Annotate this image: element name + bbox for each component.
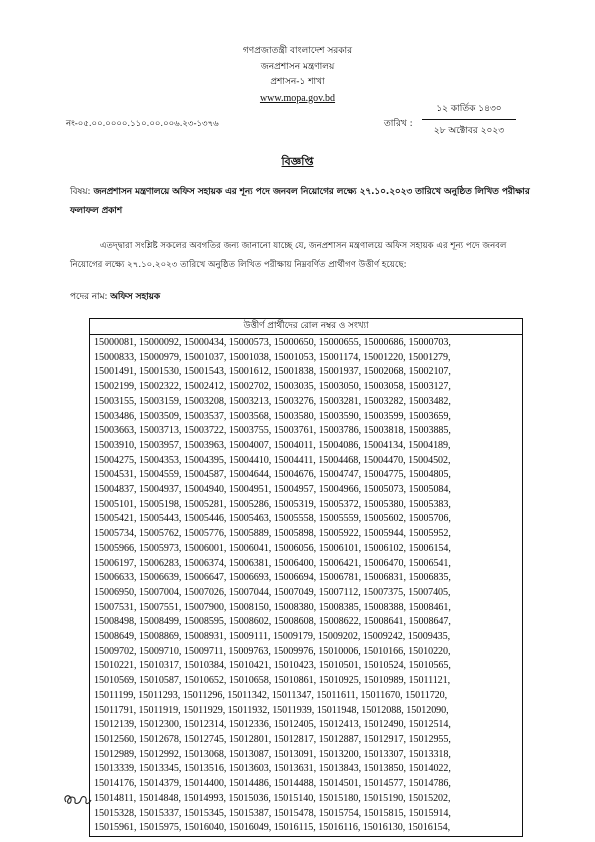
table-row: 15006950, 15007004, 15007026, 15007044, 15007049, 15007112, 15007375, 15007405,: [94, 586, 451, 598]
post-label: পদের নাম:: [70, 292, 108, 302]
table-row: 15005966, 15005973, 15006001, 15006041, 15006056, 15006101, 15006102, 15006154,: [94, 542, 451, 554]
table-row: 15004275, 15004353, 15004395, 15004410, 15004411, 15004468, 15004470, 15004502,: [94, 454, 451, 466]
table-row: 15003663, 15003713, 15003722, 15003755, 15003761, 15003786, 15003818, 15003885,: [94, 425, 451, 437]
table-row: 15008498, 15008499, 15008595, 15008602, 15008608, 15008622, 15008641, 15008647,: [94, 616, 451, 628]
notice-heading: [0, 150, 595, 172]
table-row: 15004837, 15004937, 15004940, 15004951, 15004957, 15004966, 15005073, 15005084,: [94, 484, 451, 496]
subject-text: জনপ্রশাসন মন্ত্রণালয়ে অফিস সহায়ক এর শূন্য পদে জনবল নিয়োগের লক্ষ্যে ২৭.১০.২০২৩ তারিখে অনুষ্ঠিত লিখিত পরীক্ষার ফলাফল প্রকাশ: [70, 187, 530, 216]
table-row: 15011791, 15011919, 15011929, 15011932, 15011939, 15011948, 15012088, 15012090,: [94, 704, 449, 716]
date-bangla: ১২ কার্তিক ১৪৩০: [422, 101, 516, 120]
table-row: 15004531, 15004559, 15004587, 15004644, 15004676, 15004747, 15004775, 15004805,: [94, 469, 451, 481]
branch-name: প্রশাসন-১ শাখা: [270, 77, 325, 87]
body-paragraph: এতদ্দ্বারা সংশ্লিষ্ট সকলের অবগতির জন্য জানানো যাচ্ছে যে, জনপ্রশাসন মন্ত্রণালয়ে অফিস সহায়ক এর শূন্য পদে জনবল নিয়োগের লক্ষ্যে ২৭.১০.২০২৩ তারিখে অনুষ্ঠিত লিখিত পরীক্ষায় নিম্নবর্ণিত প্রার্থীগণ উত্তীর্ণ হয়েছে:: [70, 241, 507, 270]
table-row: 15007531, 15007551, 15007900, 15008150, 15008380, 15008385, 15008388, 15008461,: [94, 601, 451, 613]
government-name: গণপ্রজাতন্ত্রী বাংলাদেশ সরকার: [242, 46, 353, 56]
notice-title: বিজ্ঞপ্তি: [281, 155, 314, 168]
subject-block: [70, 183, 530, 221]
table-row: 15014811, 15014848, 15014993, 15015036, 15015140, 15015180, 15015190, 15015202,: [94, 792, 451, 804]
date-block: [422, 101, 516, 138]
signature: [60, 790, 94, 814]
table-row: 15006197, 15006283, 15006374, 15006381, 15006400, 15006421, 15006470, 15006541,: [94, 557, 451, 569]
table-row: 15012989, 15012992, 15013068, 15013087, 15013091, 15013200, 15013307, 15013318,: [94, 748, 451, 760]
table-row: 15005101, 15005198, 15005281, 15005286, 15005319, 15005372, 15005380, 15005383,: [94, 498, 451, 510]
table-row: 15015961, 15015975, 15016040, 15016049, 15016115, 15016116, 15016130, 15016154,: [94, 822, 451, 834]
table-row: 15010569, 15010587, 15010652, 15010658, 15010861, 15010925, 15010989, 15011121,: [94, 675, 451, 687]
table-row: 15002199, 15002322, 15002412, 15002702, 15003035, 15003050, 15003058, 15003127,: [94, 381, 451, 393]
table-body: [90, 335, 522, 836]
post-name: অফিস সহায়ক: [110, 292, 160, 302]
results-table: [89, 318, 523, 837]
table-row: 15003486, 15003509, 15003537, 15003568, 15003580, 15003590, 15003599, 15003659,: [94, 410, 451, 422]
date-english: ২৮ অক্টোবর ২০২৩: [433, 126, 505, 136]
table-row: 15003155, 15003159, 15003208, 15003213, 15003276, 15003281, 15003282, 15003482,: [94, 395, 451, 407]
table-row: 15003910, 15003957, 15003963, 15004007, 15004011, 15004086, 15004134, 15004189,: [94, 439, 451, 451]
table-row: 15000081, 15000092, 15000434, 15000573, 15000650, 15000655, 15000686, 15000703,: [94, 337, 451, 348]
table-header: উত্তীর্ণ প্রার্থীদের রোল নম্বর ও সংখ্যা: [90, 319, 522, 335]
subject-label: বিষয়:: [70, 187, 91, 197]
table-row: 15014176, 15014379, 15014400, 15014486, 15014488, 15014501, 15014577, 15014786,: [94, 778, 451, 790]
table-row: 15000833, 15000979, 15001037, 15001038, 15001053, 15001174, 15001220, 15001279,: [94, 351, 451, 363]
table-row: 15006633, 15006639, 15006647, 15006693, 15006694, 15006781, 15006831, 15006835,: [94, 572, 451, 584]
website-link[interactable]: www.mopa.gov.bd: [259, 92, 336, 104]
post-line: [70, 289, 160, 304]
table-row: 15008649, 15008869, 15008931, 15009111, 15009179, 15009202, 15009242, 15009435,: [94, 631, 451, 643]
table-row: 15012560, 15012678, 15012745, 15012801, 15012817, 15012887, 15012917, 15012955,: [94, 733, 451, 745]
memo-number: নং-০৫.০০.০০০০.১১০.০০.০০৬.২৩-১৩৭৬: [66, 119, 219, 129]
date-label: তারিখ :: [384, 119, 413, 129]
table-row: 15010221, 15010317, 15010384, 15010421, 15010423, 15010501, 15010524, 15010565,: [94, 660, 451, 672]
table-row: 15005421, 15005443, 15005446, 15005463, 15005558, 15005559, 15005602, 15005706,: [94, 513, 451, 525]
letterhead: [0, 44, 595, 106]
table-row: 15011199, 15011293, 15011296, 15011342, 15011347, 15011611, 15011670, 15011720,: [94, 689, 448, 701]
table-row: 15009702, 15009710, 15009711, 15009763, 15009976, 15010006, 15010166, 15010220,: [94, 645, 451, 657]
ministry-name: জনপ্রশাসন মন্ত্রণালয়: [260, 61, 335, 72]
signature-mark: [60, 790, 94, 810]
table-row: 15001491, 15001530, 15001543, 15001612, 15001838, 15001937, 15002068, 15002107,: [94, 366, 451, 378]
table-row: 15012139, 15012300, 15012314, 15012336, 15012405, 15012413, 15012490, 15012514,: [94, 719, 451, 731]
table-row: 15005734, 15005762, 15005776, 15005889, 15005898, 15005922, 15005944, 15005952,: [94, 528, 451, 540]
table-row: 15013339, 15013345, 15013516, 15013603, 15013631, 15013843, 15013850, 15014022,: [94, 763, 451, 775]
table-row: 15015328, 15015337, 15015345, 15015387, 15015478, 15015754, 15015815, 15015914,: [94, 807, 451, 819]
